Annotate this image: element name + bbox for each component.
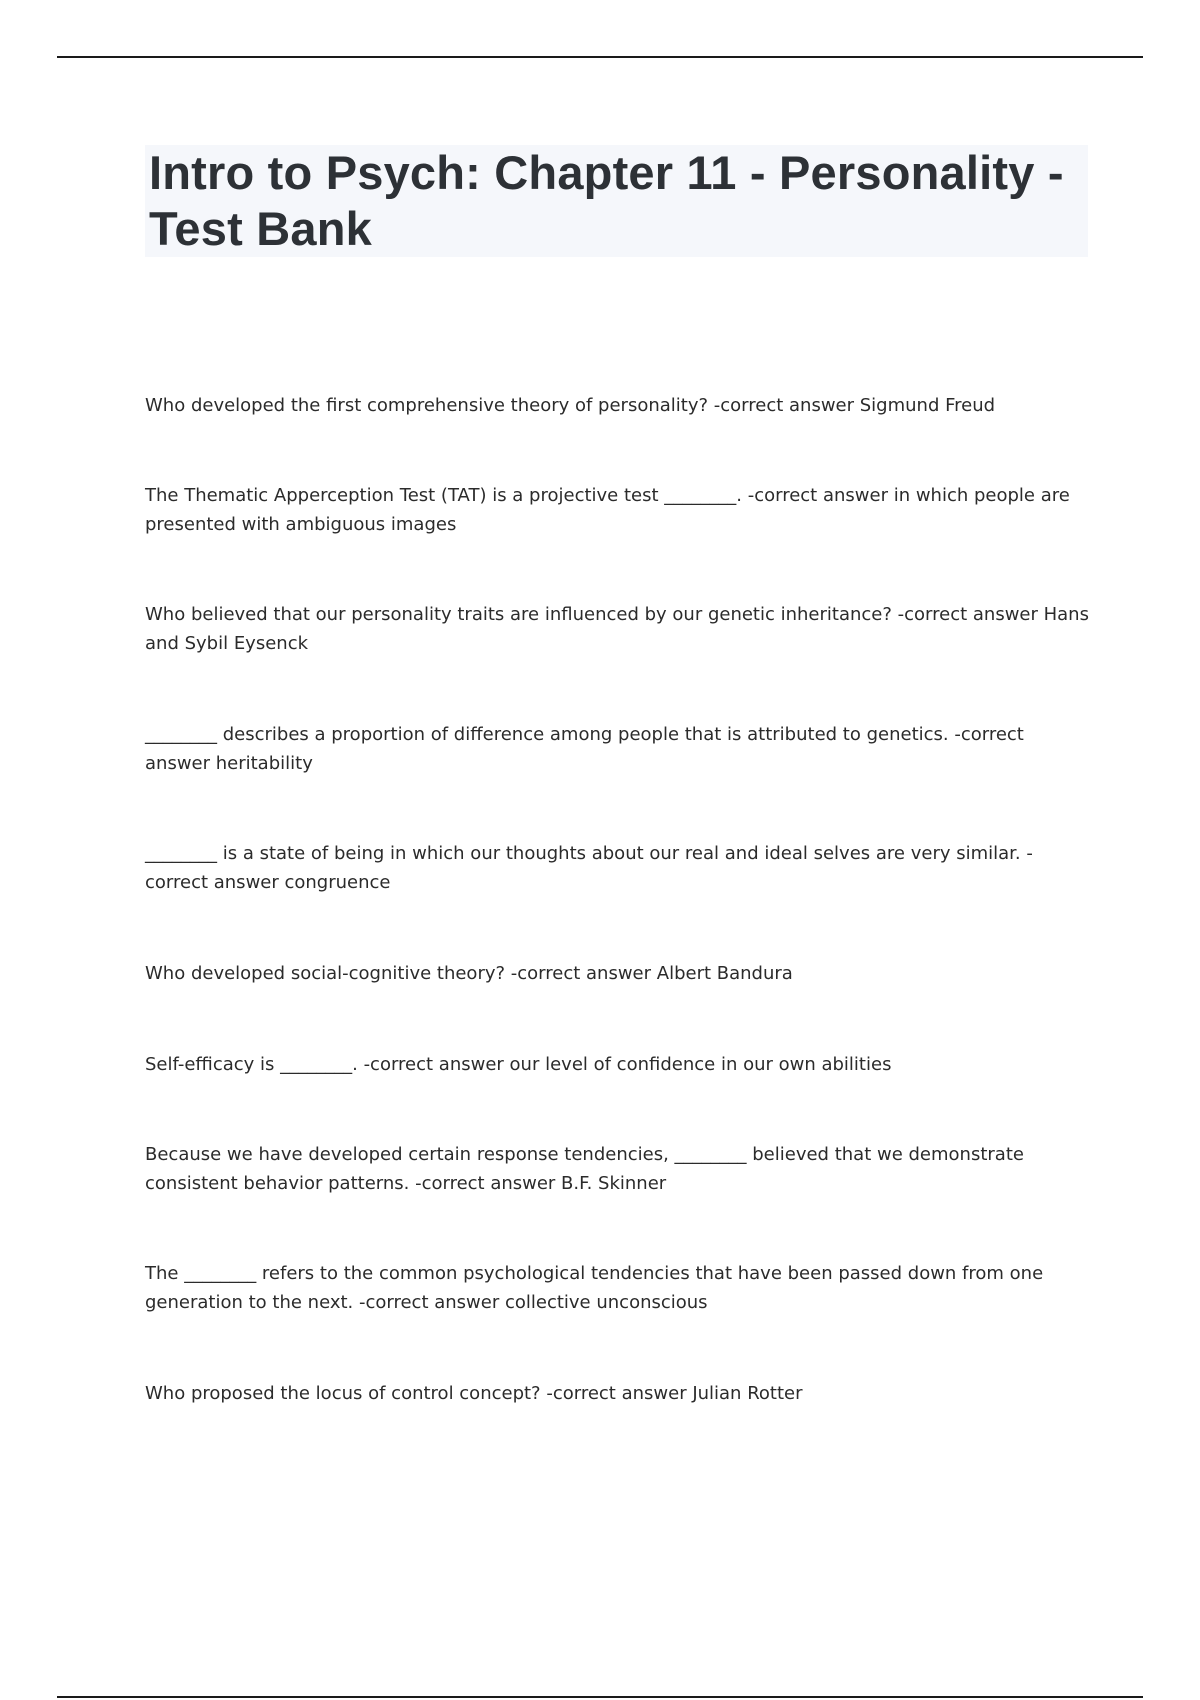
page-title: Intro to Psych: Chapter 11 - Personality - Test Bank [149, 146, 1064, 255]
qa-item: Who developed social-cognitive theory? -correct answer Albert Bandura [145, 963, 793, 984]
qa-item: Who believed that our personality traits are influenced by our genetic inheritance? -correct answer Hans and Sybil Eysenck [145, 604, 1089, 654]
qa-item: Self-efficacy is ________. -correct answer our level of confidence in our own abilities [145, 1054, 892, 1075]
qa-item: The Thematic Apperception Test (TAT) is a projective test ________. -correct answer in which people are presented with ambiguous images [145, 485, 1070, 535]
title-banner [145, 145, 1088, 257]
qa-item: Who developed the first comprehensive theory of personality? -correct answer Sigmund Freud [145, 395, 996, 416]
qa-item: Because we have developed certain response tendencies, ________ believed that we demonstrate consistent behavior patterns. -correct answer B.F. Skinner [145, 1144, 1024, 1194]
qa-item: ________ describes a proportion of difference among people that is attributed to genetics. -correct answer heritability [145, 724, 1024, 774]
qa-item: Who proposed the locus of control concept? -correct answer Julian Rotter [145, 1383, 803, 1404]
top-rule [57, 56, 1143, 58]
qa-item: The ________ refers to the common psychological tendencies that have been passed down from one generation to the next. -correct answer collective unconscious [145, 1263, 1044, 1313]
bottom-rule [57, 1696, 1143, 1698]
qa-item: ________ is a state of being in which our thoughts about our real and ideal selves are very similar. -correct answer congruence [145, 843, 1033, 893]
